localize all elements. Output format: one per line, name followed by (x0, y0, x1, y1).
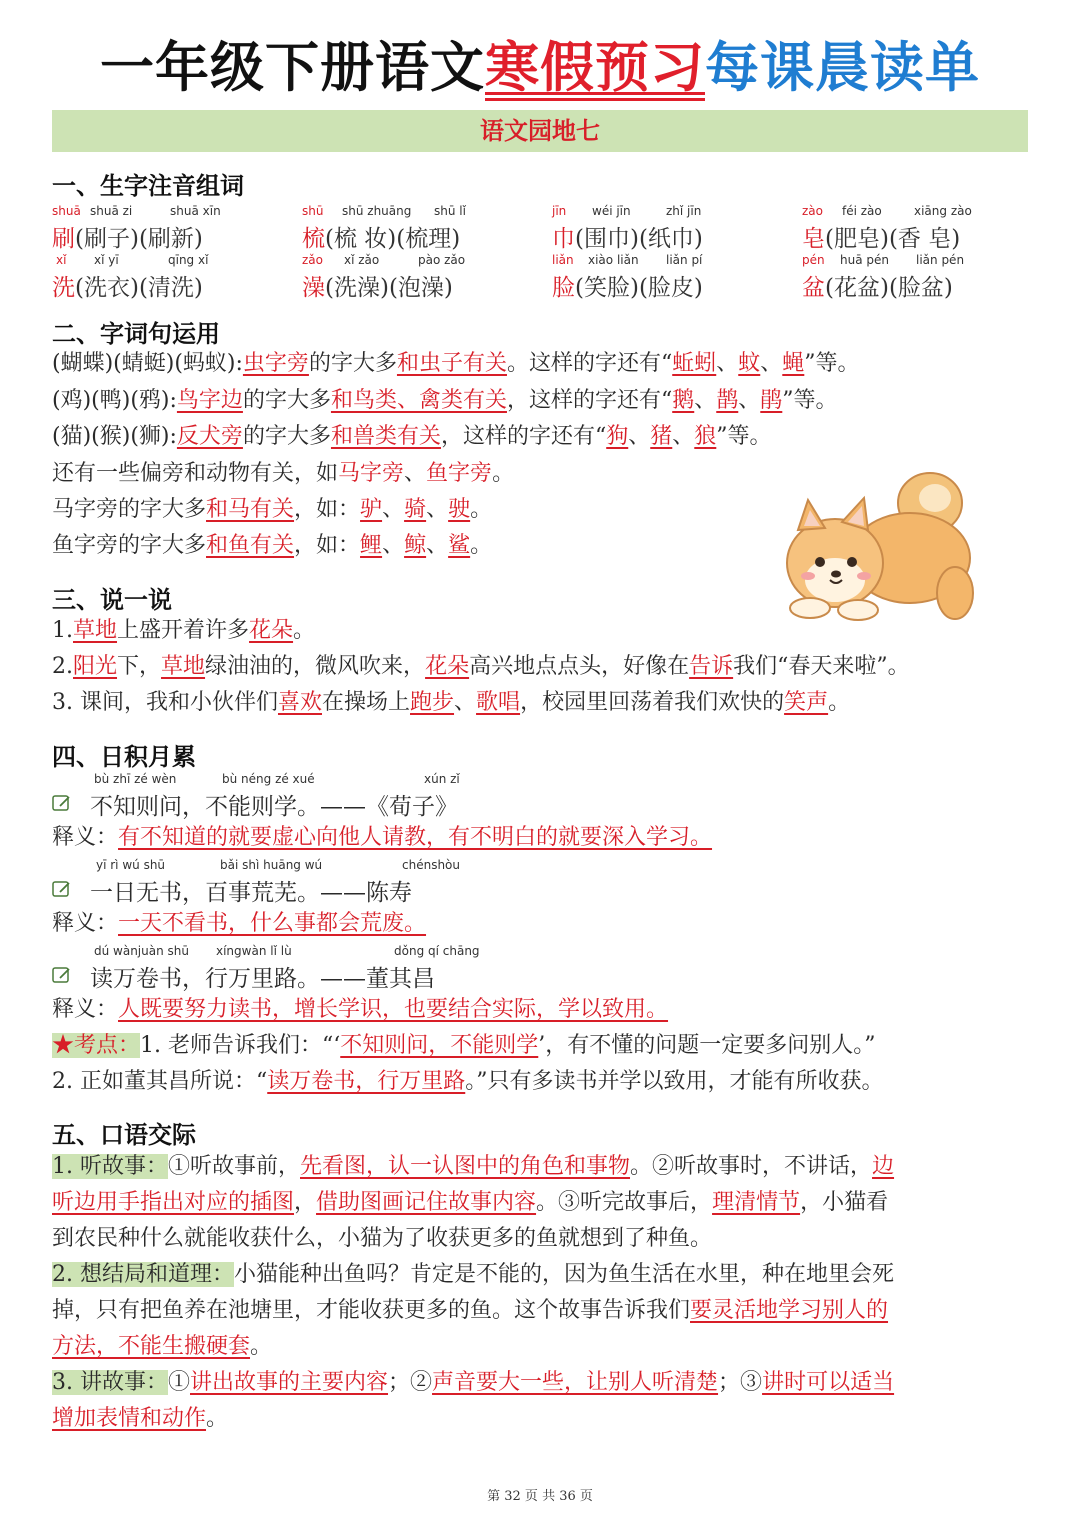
pinyin-word1: xǐ yī (94, 253, 119, 267)
pinyin: yī rì wú shū (96, 858, 166, 872)
word-pairs: (花盆)(脸盆) (825, 275, 953, 301)
pinyin-word2: shū lǐ (434, 204, 466, 218)
pinyin-word2: xiāng zào (914, 204, 972, 218)
pinyin: xún zǐ (424, 772, 460, 786)
proverb-text: 一日无书，百事荒芜。——陈寿 (90, 880, 412, 906)
pinyin-word1: shū zhuāng (342, 204, 412, 218)
pinyin-word2: shuā xīn (170, 204, 221, 218)
usage-line: (鸡)(鸭)(鸦):鸟字边的字大多和鸟类、禽类有关，这样的字还有“鹅、鹊、鹃”等。 (52, 388, 838, 413)
pinyin-char: xǐ (56, 253, 67, 267)
section-title-5: 五、口语交际 (52, 1121, 196, 1149)
pinyin-word1: xǐ zǎo (344, 253, 380, 267)
shiba-dog-illustration (780, 458, 985, 628)
lesson-banner: 语文园地七 (52, 110, 1028, 152)
proverb-item (52, 858, 1032, 904)
pinyin: chénshòu (402, 858, 460, 872)
usage-line: (猫)(猴)(狮):反犬旁的字大多和兽类有关，这样的字还有“狗、猪、狼”等。 (52, 424, 772, 449)
pencil-note-icon (52, 794, 72, 812)
oral-line: 到农民种什么就能收获什么，小猫为了收获更多的鱼就想到了种鱼。 (52, 1226, 713, 1251)
oral-line: 方法，不能生搬硬套。 (52, 1334, 273, 1359)
section-title-3: 三、说一说 (52, 586, 172, 614)
section-title-4: 四、日积月累 (52, 743, 196, 771)
pinyin: dǒng qí chāng (394, 944, 480, 958)
target-char: 脸 (552, 275, 575, 301)
key-point-line: 2. 正如董其昌所说：“读万卷书，行万里路。”只有多读书并学以致用，才能有所收获。 (52, 1069, 884, 1094)
pencil-note-icon (52, 966, 72, 984)
section-title-2: 二、字词句运用 (52, 320, 220, 348)
pinyin: bǎi shì huāng wú (220, 858, 323, 872)
target-char: 洗 (52, 275, 75, 301)
usage-line: (蝴蝶)(蜻蜓)(蚂蚁):虫字旁的字大多和虫子有关。这样的字还有“蚯蚓、蚊、蝇”等。 (52, 351, 860, 376)
target-char: 刷 (52, 226, 75, 252)
pinyin: bù néng zé xué (222, 772, 315, 786)
pinyin-word1: wéi jīn (592, 204, 631, 218)
word-pairs: (刷子)(刷新) (75, 226, 203, 252)
pinyin-word2: liǎn pén (916, 253, 965, 267)
pinyin: dú wànjuàn shū (94, 944, 189, 958)
pinyin-word1: huā pén (840, 253, 889, 267)
pinyin-word2: pào zǎo (418, 253, 466, 267)
title-part-readingsheet: 每课晨读单 (705, 36, 980, 99)
pinyin-char: pén (802, 253, 825, 267)
oral-line: 掉，只有把鱼养在池塘里，才能收获更多的鱼。这个故事告诉我们要灵活地学习别人的 (52, 1298, 889, 1323)
key-point-line: ★考点：1. 老师告诉我们：“‘不知则问，不能则学’，有不懂的问题一定要多问别人。” (52, 1033, 876, 1058)
oral-line: 听边用手指出对应的插图，借助图画记住故事内容。③听完故事后，理清情节，小猫看 (52, 1190, 889, 1215)
word-pairs: (梳 妆)(梳理) (325, 226, 461, 252)
speak-line: 3. 课间，我和小伙伴们喜欢在操场上跑步、歌唱，校园里回荡着我们欢快的笑声。 (52, 690, 851, 715)
pinyin: bù zhī zé wèn (94, 772, 177, 786)
pinyin-char: liǎn (552, 253, 574, 267)
pinyin-char: shū (302, 204, 324, 218)
proverb-text: 不知则问，不能则学。——《荀子》 (90, 794, 458, 820)
page-number: 第 32 页 共 36 页 (487, 1489, 593, 1504)
pinyin-word2: zhǐ jīn (666, 204, 702, 218)
word-pairs: (洗澡)(泡澡) (325, 275, 453, 301)
title-part-preview: 寒假预习 (485, 36, 705, 99)
target-char: 巾 (552, 226, 575, 252)
oral-line: 增加表情和动作。 (52, 1406, 229, 1431)
pinyin-word1: xiào liǎn (588, 253, 639, 267)
pinyin: xíngwàn lǐ lù (216, 944, 292, 958)
word-pairs: (围巾)(纸巾) (575, 226, 703, 252)
oral-line: 1. 听故事：①听故事前，先看图，认一认图中的角色和事物。②听故事时，不讲话，边 (52, 1154, 895, 1179)
page-title (0, 30, 1080, 106)
target-char: 梳 (302, 226, 325, 252)
word-pairs: (肥皂)(香 皂) (825, 226, 961, 252)
oral-line: 3. 讲故事：①讲出故事的主要内容；②声音要大一些，让别人听清楚；③讲时可以适当 (52, 1370, 895, 1395)
proverb-item (52, 944, 1032, 990)
target-char: 澡 (302, 275, 325, 301)
usage-line: 马字旁的字大多和马有关，如：驴、骑、驶。 (52, 497, 493, 522)
meaning-line: 释义：一天不看书，什么事都会荒废。 (52, 911, 427, 936)
proverb-text: 读万卷书，行万里路。——董其昌 (90, 966, 435, 992)
speak-line: 2.阳光下，草地绿油油的，微风吹来，花朵高兴地点点头，好像在告诉我们“春天来啦”。 (52, 654, 910, 679)
pinyin-char: zào (802, 204, 823, 218)
pencil-note-icon (52, 880, 72, 898)
pinyin-word2: liǎn pí (666, 253, 703, 267)
title-part-grade: 一年级下册语文 (100, 36, 485, 99)
speak-line: 1.草地上盛开着许多花朵。 (52, 618, 316, 643)
meaning-line: 释义：有不知道的就要虚心向他人请教，有不明白的就要深入学习。 (52, 825, 713, 850)
pinyin-char: shuā (52, 204, 81, 218)
meaning-line: 释义：人既要努力读书，增长学识，也要结合实际，学以致用。 (52, 997, 669, 1022)
target-char: 皂 (802, 226, 825, 252)
pinyin-word1: féi zào (842, 204, 882, 218)
proverb-item (52, 772, 1032, 818)
pinyin-word2: qīng xǐ (168, 253, 209, 267)
key-point-badge: ★考点： (52, 1033, 141, 1058)
pinyin-word1: shuā zi (90, 204, 133, 218)
usage-line: 鱼字旁的字大多和鱼有关，如：鲤、鲸、鲨。 (52, 533, 493, 558)
pinyin-char: zǎo (302, 253, 323, 267)
word-pairs: (笑脸)(脸皮) (575, 275, 703, 301)
pinyin-char: jīn (552, 204, 567, 218)
section-title-1: 一、生字注音组词 (52, 172, 244, 200)
usage-line: 还有一些偏旁和动物有关，如马字旁、鱼字旁。 (52, 461, 515, 486)
oral-line: 2. 想结局和道理：小猫能种出鱼吗？肯定是不能的，因为鱼生活在水里，种在地里会死 (52, 1262, 894, 1287)
word-pairs: (洗衣)(清洗) (75, 275, 203, 301)
target-char: 盆 (802, 275, 825, 301)
